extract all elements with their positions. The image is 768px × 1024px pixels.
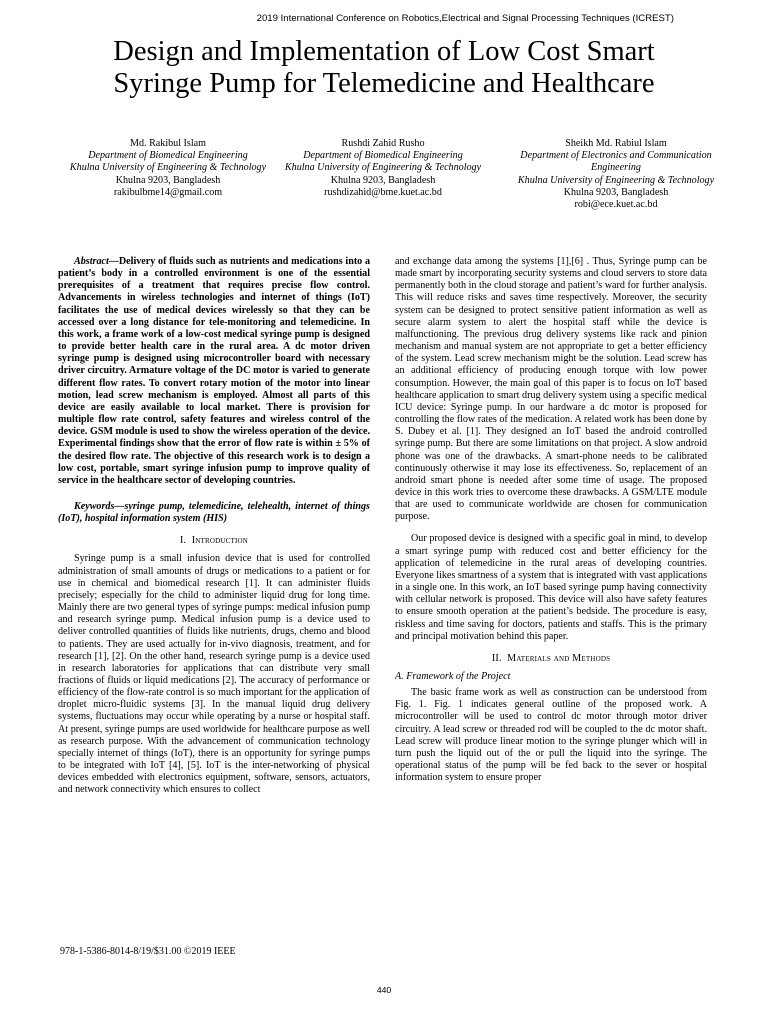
abstract-text: —Delivery of fluids such as nutrients and medications into a patient’s body in a controlled environment is one of the essential prerequisites of a treatment that requires precise flow control. Advancements in wireless technologies and internet of things (IoT) facilitates the use of medical devices wirelessly so that they can be accessed over a long distance for tele-monitoring and telemedicine. In this work, a frame work of a low-cost medical syringe pump is designed to provide better health care in the rural area. A dc motor driven syringe pump is designed using microcontroller board with necessary driver circuitry. Armature voltage of the DC motor is varied to generate different flow rates. To convert rotary motion of the motor into linear motion, lead screw mechanism is employed. Almost all parts of this device are easily available to local market. There is provision for multiple flow rate control, safety features and wireless control of the device. GSM module is used to show the wireless operation of the device. Experimental findings show that the error of flow rate is within ± 5% of the desired flow rate. The objective of this research work is to design a low cost, portable, smart syringe infusion pump to improve quality of service in the healthcare sector of developing countries. xyxy=(58,256,370,486)
abstract-label: Abstract xyxy=(74,256,109,267)
author-city: Khulna 9203, Bangladesh xyxy=(115,174,221,186)
author-2 xyxy=(273,138,493,199)
author-email[interactable]: robi@ece.kuet.ac.bd xyxy=(574,199,658,211)
intro-paragraph-1-continued: and exchange data among the systems [1],[6] . Thus, Syringe pump can be made smart by incorporating security systems and cloud servers to store data permanently both in the cloud storage and patient’s ward for further analysis. This will reduce risks and saves time respectively. Moreover, the security system can be designed to protect sensitive patient information as well as secure alarm system to alert the hospital staff while the device is malfunctioning. The previous drug delivery systems like rack and pinion mechanism and manual system are not appropriate to get a better efficiency of the system. Lead screw mechanism might be the solution. Lead screw has an additional efficiency of producing enough torque with low power consumption. However, the main goal of this paper is to focus on IoT based healthcare application to smart drug delivery system using a specific medical ICU device: Syringe pump. In our hardware a dc motor is proposed for controlling the flow rates of the medication. A related work has been done by S. Dubey et al. [1]. They designed an IoT based the android controlled syringe pump. But there are some limitations on that project. A slow android phone was one of the drawbacks. A smart-phone needs to be calibrated continuously otherwise it may lose its effectiveness. So, replacement of an android smart phone is needed after some time of usage. The proposed device in this work tries to overcome these drawbacks. A GSM/LTE module that are used to communicate worldwide are chosen for communication purpose. xyxy=(395,256,707,523)
author-name: Rushdi Zahid Rusho xyxy=(341,138,425,149)
title-line-2: Syringe Pump for Telemedicine and Healthcare xyxy=(113,68,655,99)
author-department: Department of Electronics and Communication Engineering xyxy=(520,150,712,174)
author-city: Khulna 9203, Bangladesh xyxy=(330,174,436,186)
section-number: I. xyxy=(179,535,187,547)
section-number: II. xyxy=(491,652,502,664)
author-university: Khulna University of Engineering & Technology xyxy=(284,162,482,174)
author-city: Khulna 9203, Bangladesh xyxy=(563,186,669,198)
author-1 xyxy=(58,138,278,199)
intro-paragraph-2: Our proposed device is designed with a specific goal in mind, to develop a smart syringe pump with reduced cost and better efficiency for the application of telemedicine in the rural areas of developing countries. Everyone likes smartness of a system that is integrated with vast applications in a single one. In this work, an IoT based syringe pump having connectivity with cellular network is proposed. This device will also have safety features to ensure smooth operation at the patient’s bedside. The procedure is easy, riskless and time saving for doctors, patients and staffs. This is the primary and principal motivation behind this paper. xyxy=(395,533,707,642)
left-column xyxy=(58,256,370,797)
conference-header: 2019 International Conference on Robotics,Electrical and Signal Processing Techniques (ICREST) xyxy=(256,13,674,24)
author-3 xyxy=(506,138,726,211)
author-department: Department of Biomedical Engineering xyxy=(303,150,463,162)
section-title: Introduction xyxy=(191,535,249,547)
intro-paragraph-1: Syringe pump is a small infusion device that is used for controlled administration of small amounts of drugs or medications to a patient or for use in chemical and biomedical research [1]. It can administer fluids precisely; especially for the child to administer liquid drug for long time. Mainly there are two general types of syringe pumps: medical infusion pump and research syringe pump. Medical infusion pump is a device used to deliver controlled quantities of fluids like nutrients, drugs, chemo and blood to patients. They are used actually for in-vivo diagnosis, treatment, and for research [1], [2]. On the other hand, research syringe pump is a device used in research laboratories for applications that can distribute very small fractions of fluids or liquid medications [2]. The accuracy of performance or efficiency of the flow-rate control is so much important for the application of droplet micro-fluidic systems [3]. In the manual liquid drug delivery systems, fluctuations may occur while operating by a nurse or hospital staff. At present, syringe pumps are used worldwide for healthcare purpose as well as research purpose. With the advancement of communication technology specially internet of things (IoT), there is an opportunity for syringe pumps to be integrated with IoT [4], [5]. IoT is the inter-networking of physical devices embedded with electronics equipment, software, sensors, actuators, and network connectivity which ensures to collect xyxy=(58,553,370,796)
copyright-line: 978-1-5386-8014-8/19/$31.00 ©2019 IEEE xyxy=(60,946,236,957)
author-university: Khulna University of Engineering & Technology xyxy=(517,174,715,186)
section-heading-materials xyxy=(395,653,707,665)
framework-paragraph: The basic frame work as well as construction can be understood from Fig. 1. Fig. 1 indicates general outline of the proposed work. A microcontroller will be used to control dc motor through motor driver circuitry. A lead screw or threaded rod will be coupled to the dc motor shaft. Lead screw will produce linear motion to the syringe plunger which will in turn push the liquid out of the or pull the liquid into the syringe. The operational status of the pump will be fed back to the sever or hospital information system to ensure proper xyxy=(395,687,707,784)
title-line-1: Design and Implementation of Low Cost Smart xyxy=(113,36,655,67)
section-heading-introduction xyxy=(58,535,370,547)
author-email[interactable]: rushdizahid@bme.kuet.ac.bd xyxy=(324,186,442,198)
abstract xyxy=(58,256,370,487)
author-email[interactable]: rakibulbme14@gmail.com xyxy=(113,186,223,198)
right-column xyxy=(395,256,707,784)
page-number: 440 xyxy=(376,985,392,995)
subsection-heading: A. Framework of the Project xyxy=(395,671,511,682)
keywords: Keywords—syringe pump, telemedicine, telehealth, internet of things (IoT), hospital information system (HIS) xyxy=(58,500,370,525)
section-title: Materials and Methods xyxy=(507,652,611,664)
author-department: Department of Biomedical Engineering xyxy=(88,150,248,162)
author-university: Khulna University of Engineering & Technology xyxy=(69,162,267,174)
paper-title xyxy=(0,36,768,100)
author-name: Md. Rakibul Islam xyxy=(130,138,206,149)
author-name: Sheikh Md. Rabiul Islam xyxy=(565,138,667,149)
